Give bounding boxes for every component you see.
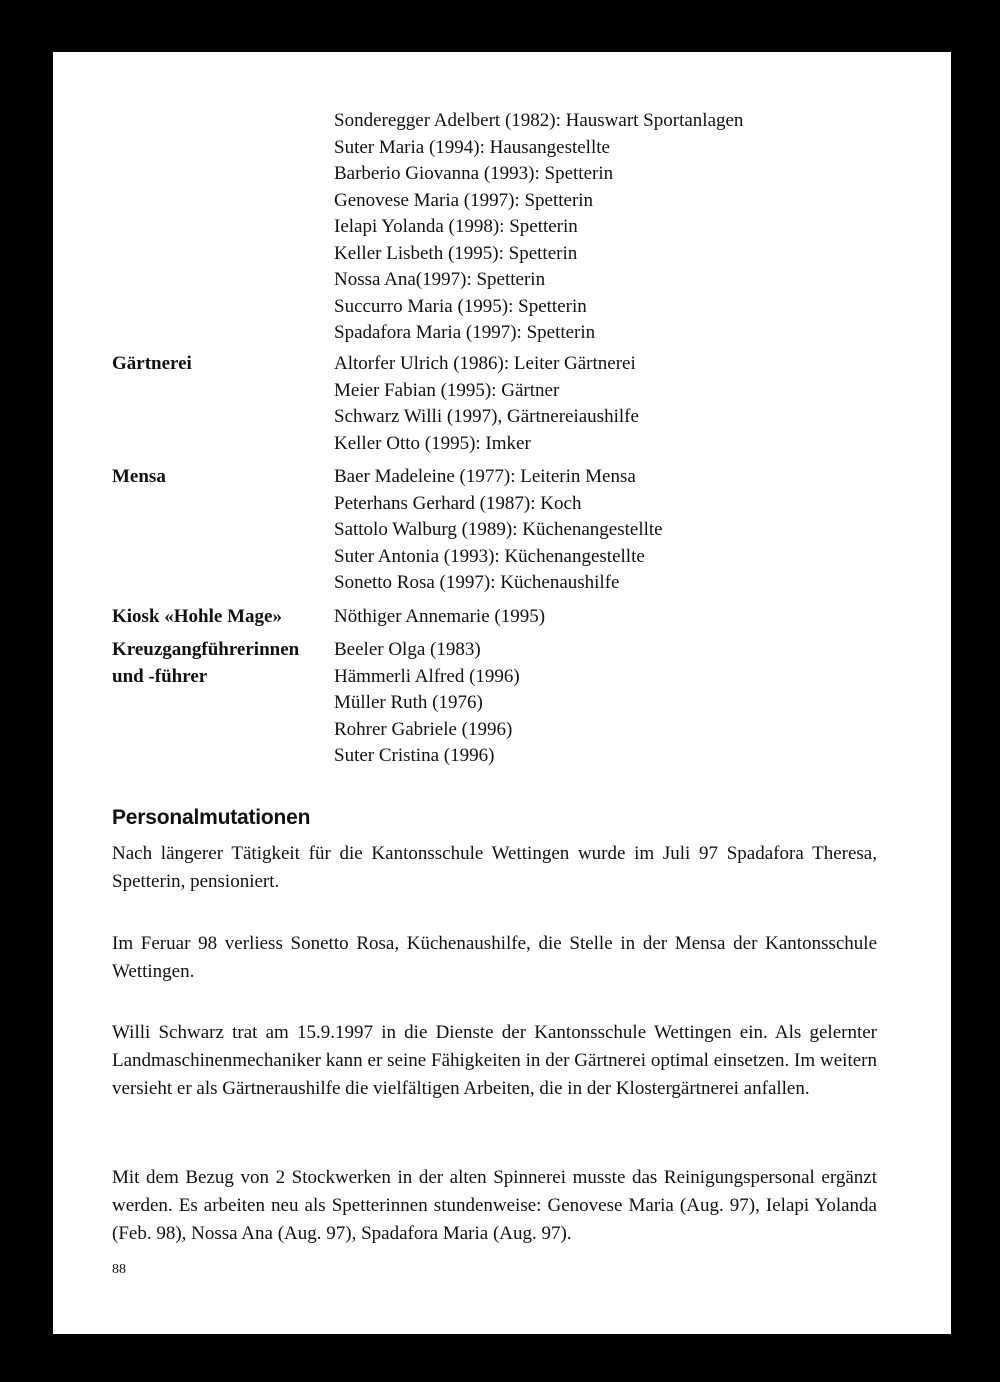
group-entries xyxy=(334,604,934,631)
group-entries xyxy=(334,637,934,770)
staff-entry: Hämmerli Alfred (1996) xyxy=(334,665,520,687)
staff-entry: Keller Otto (1995): Imker xyxy=(334,432,531,454)
group-entries xyxy=(334,351,934,457)
staff-entry: Sonetto Rosa (1997): Küchenaushilfe xyxy=(334,572,620,593)
staff-entry: Suter Cristina (1996) xyxy=(334,745,495,766)
staff-entry: Suter Maria (1994): Hausangestellte xyxy=(334,136,610,158)
paragraph: Mit dem Bezug von 2 Stockwerken in der alten Spinnerei musste das Reinigungspersonal ergänzt werden. Es arbeiten neu als Spetterinnen stundenweise: Genovese Maria (Aug. 97), Ielapi Yolanda (Feb. 98), Nossa Ana (Aug. 97), Spadafora Maria (Aug. 97). xyxy=(112,1167,877,1244)
staff-entry: Rohrer Gabriele (1996) xyxy=(334,718,513,740)
page-number: 88 xyxy=(112,1262,126,1277)
staff-entry: Nossa Ana(1997): Spetterin xyxy=(334,269,546,290)
staff-entry: Nöthiger Annemarie (1995) xyxy=(334,606,546,627)
staff-entry: Keller Lisbeth (1995): Spetterin xyxy=(334,242,578,264)
staff-entry: Sattolo Walburg (1989): Küchenangestellte xyxy=(334,519,663,540)
staff-entry: Barberio Giovanna (1993): Spetterin xyxy=(334,163,614,184)
staff-entry: Müller Ruth (1976) xyxy=(334,692,483,713)
group-label: Kiosk «Hohle Mage» xyxy=(112,606,282,627)
staff-entry: Sonderegger Adelbert (1982): Hauswart Sportanlagen xyxy=(334,110,744,131)
staff-entry: Baer Madeleine (1977): Leiterin Mensa xyxy=(334,466,636,487)
staff-entry: Meier Fabian (1995): Gärtner xyxy=(334,379,560,401)
section-heading: Personalmutationen xyxy=(112,806,311,829)
staff-entry: Schwarz Willi (1997), Gärtnereiaushilfe xyxy=(334,406,639,427)
group-entries xyxy=(334,464,934,597)
staff-entry: Spadafora Maria (1997): Spetterin xyxy=(334,322,596,343)
group-label: Mensa xyxy=(112,466,166,487)
staff-entry: Altorfer Ulrich (1986): Leiter Gärtnerei xyxy=(334,353,636,374)
paragraph: Nach längerer Tätigkeit für die Kantonsschule Wettingen wurde im Juli 97 Spadafora Theresa, Spetterin, pensioniert. xyxy=(112,843,877,892)
group-label: Gärtnerei xyxy=(112,353,192,374)
group-label: Kreuzgangführerinnen und -führer xyxy=(112,639,300,687)
paragraph: Willi Schwarz trat am 15.9.1997 in die Dienste der Kantonsschule Wettingen ein. Als gelernter Landmaschinenmechaniker kann er seine Fähigkeiten in der Gärtnerei optimal einsetzen. Im weitern versieht er als Gärtneraushilfe die vielfältigen Arbeiten, die in der Klostergärtnerei anfallen. xyxy=(112,1022,877,1099)
staff-entry: Ielapi Yolanda (1998): Spetterin xyxy=(334,216,578,237)
group-entries xyxy=(334,108,934,347)
staff-entry: Succurro Maria (1995): Spetterin xyxy=(334,295,587,317)
staff-entry: Suter Antonia (1993): Küchenangestellte xyxy=(334,545,645,567)
staff-entry: Beeler Olga (1983) xyxy=(334,639,481,660)
paragraph: Im Feruar 98 verliess Sonetto Rosa, Küchenaushilfe, die Stelle in der Mensa der Kantonsschule Wettingen. xyxy=(112,933,877,982)
document-page xyxy=(53,52,951,1334)
staff-entry: Peterhans Gerhard (1987): Koch xyxy=(334,492,582,514)
staff-entry: Genovese Maria (1997): Spetterin xyxy=(334,189,594,211)
